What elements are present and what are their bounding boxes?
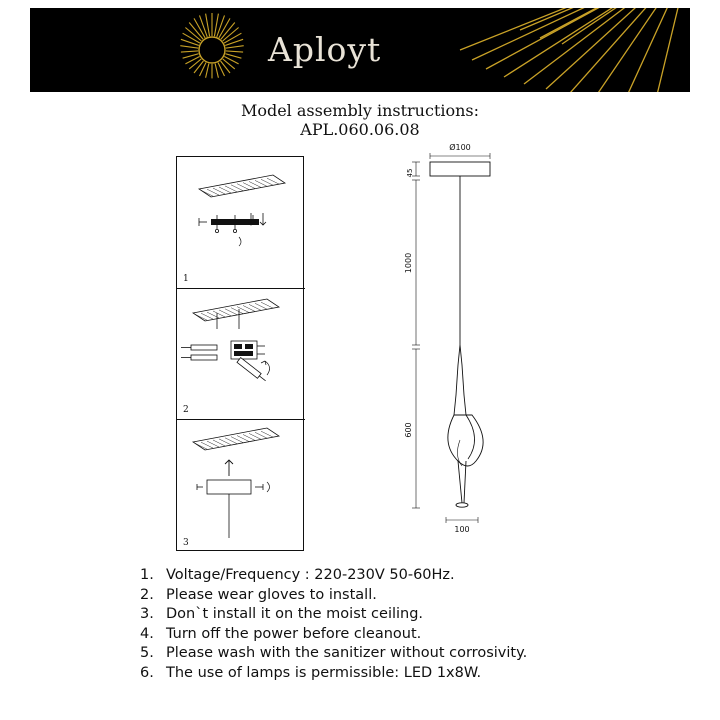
step-number: 1 (183, 273, 189, 284)
note-text: Don`t install it on the moist ceiling. (166, 606, 424, 622)
note-index: 4. (140, 625, 154, 642)
step-1-diagram (177, 157, 305, 288)
assembly-step-3 (177, 420, 305, 552)
note-item (140, 645, 610, 661)
dimension-canopy-height: 45 (406, 168, 414, 178)
lamp-dimension-drawing (392, 140, 592, 560)
dimension-top-diameter: Ø100 (449, 143, 471, 152)
fan-rays-icon (430, 8, 690, 92)
note-index: 2. (140, 586, 154, 603)
note-text: Please wash with the sanitizer without corrosivity. (166, 645, 528, 661)
brand-banner (30, 8, 690, 92)
dimension-body-length: 600 (404, 422, 413, 438)
sunburst-icon (172, 10, 252, 90)
brand-name: Aployt (268, 30, 382, 69)
step-2-diagram (177, 289, 305, 420)
note-text: Voltage/Frequency : 220-230V 50-60Hz. (166, 567, 455, 583)
page-title: Model assembly instructions: (240, 101, 480, 120)
note-index: 1. (140, 567, 154, 583)
note-item (140, 665, 610, 681)
note-item (140, 567, 610, 583)
note-text: Turn off the power before cleanout. (166, 625, 422, 642)
note-item (140, 587, 610, 603)
step-number: 3 (183, 537, 189, 548)
note-text: The use of lamps is permissible: LED 1x8W. (166, 664, 482, 681)
assembly-steps-panel (176, 156, 304, 551)
note-item (140, 606, 610, 622)
note-item (140, 626, 610, 642)
note-index: 3. (140, 606, 154, 622)
model-code: APL.060.06.08 (300, 120, 420, 139)
assembly-step-1 (177, 157, 305, 289)
dimension-suspension-length: 1000 (404, 252, 413, 274)
notes-list (140, 567, 610, 684)
note-text: Please wear gloves to install. (166, 586, 377, 603)
assembly-step-2 (177, 289, 305, 421)
dimension-bottom-width: 100 (454, 525, 470, 534)
step-number: 2 (183, 405, 189, 416)
note-index: 5. (140, 645, 154, 661)
note-index: 6. (140, 664, 154, 681)
step-3-diagram (177, 420, 305, 551)
